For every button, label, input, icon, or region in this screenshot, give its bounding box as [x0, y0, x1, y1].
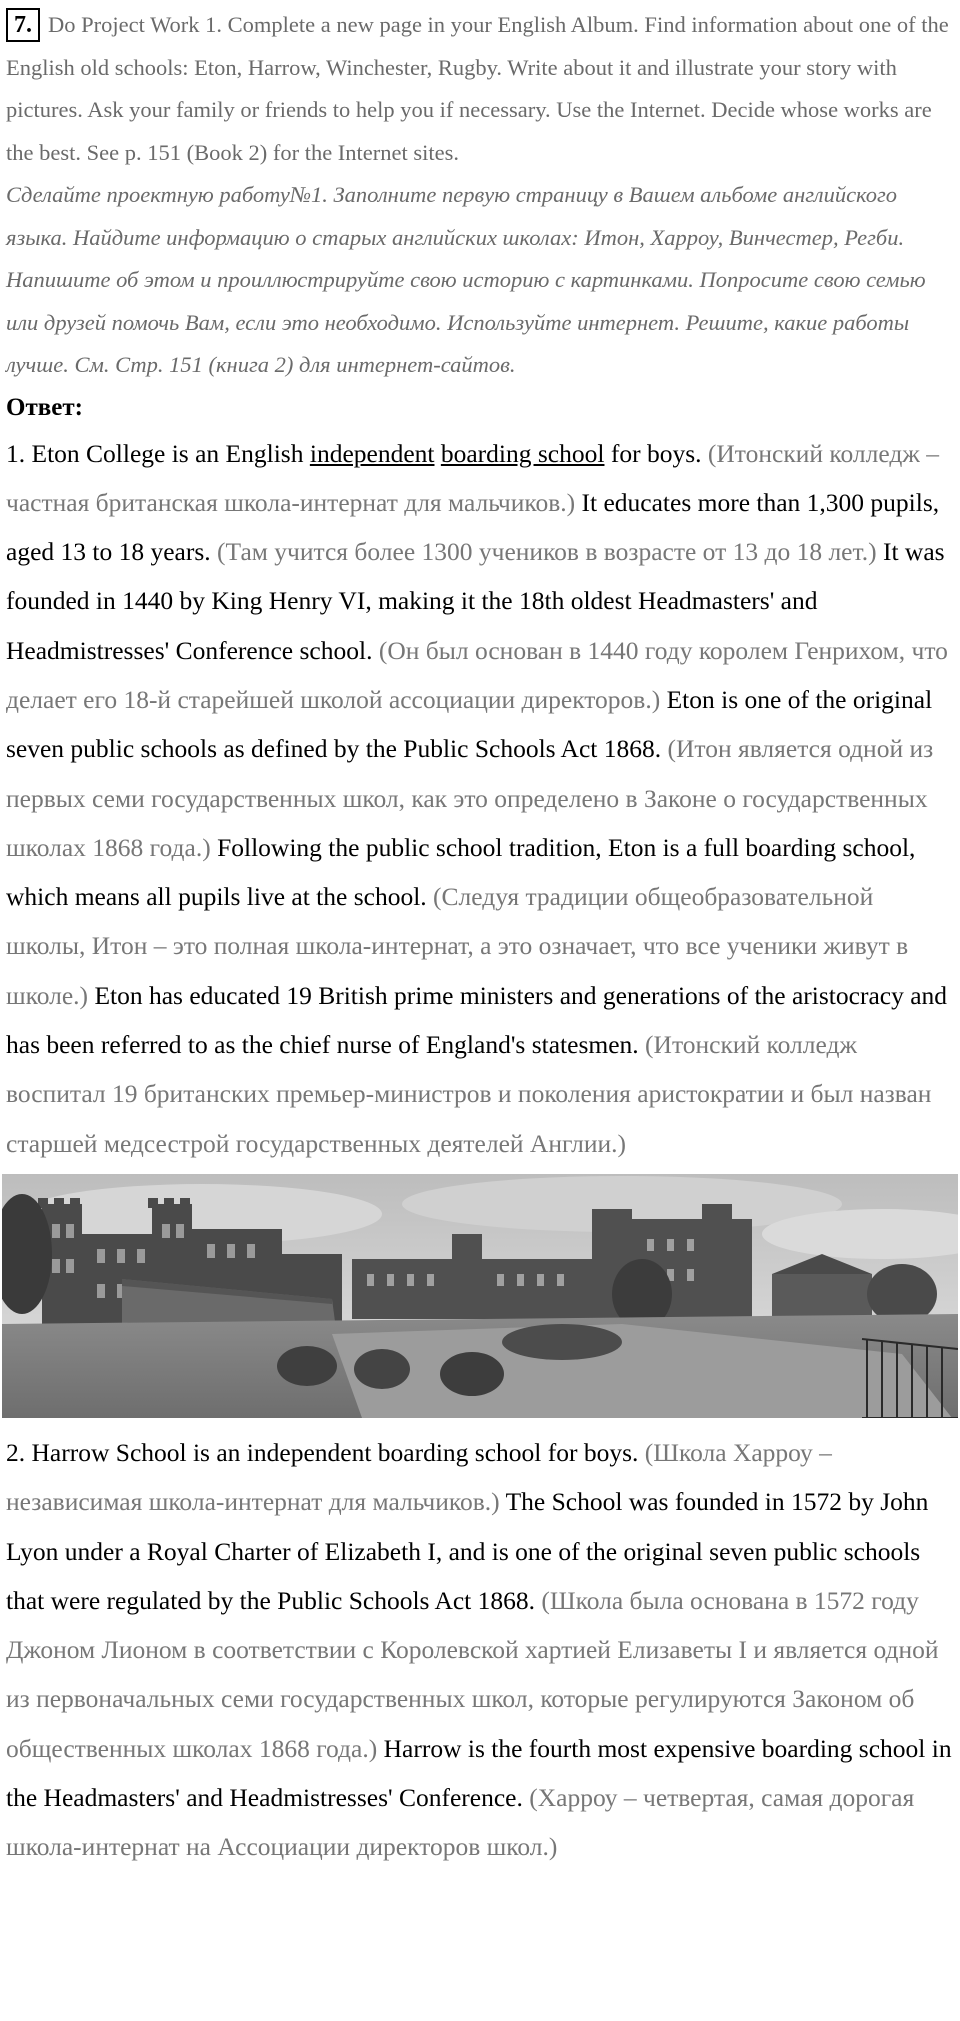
- eton-s5: Following the public school tradition, Eton is a full boarding school, which means all pupils live at the school.: [6, 832, 916, 912]
- eton-college-photo: [2, 1174, 958, 1418]
- eton-r6: (Итонский колледж воспитал 19 британских премьер-министров и поколения аристократии и был назван старшей медсестрой государственных деятелей Англии.): [6, 1030, 932, 1158]
- eton-s4: Eton is one of the original seven public schools as defined by the Public Schools Act 1868.: [6, 684, 933, 764]
- task-number: 7.: [6, 8, 40, 42]
- eton-r4: (Итон является одной из первых семи государственных школ, как это определено в Законе о государственных школах 1868 года.): [6, 734, 934, 862]
- eton-s1-pre: 1. Eton College is an English: [6, 438, 310, 468]
- harrow-paragraph: [6, 1428, 954, 1872]
- eton-r1: (Итонский колледж – частная британская школа-интернат для мальчиков.): [6, 438, 940, 517]
- harrow-s1: 2. Harrow School is an independent boarding school for boys.: [6, 1437, 639, 1467]
- eton-s1-underline-boarding-school: boarding school: [440, 438, 605, 468]
- eton-r5: (Следуя традиции общеобразовательной школы, Итон – это полная школа-интернат, а это означает, что все ученики живут в школе.): [6, 882, 909, 1010]
- harrow-r3: (Харроу – четвертая, самая дорогая школа-интернат на Ассоциации директоров школ.): [6, 1783, 915, 1862]
- eton-s1-post: for boys.: [604, 438, 702, 468]
- harrow-r1: (Школа Харроу – независимая школа-интернат для мальчиков.): [6, 1437, 832, 1517]
- harrow-s3: Harrow is the fourth most expensive boarding school in the Headmasters' and Headmistresses' Conference.: [6, 1733, 952, 1813]
- task-text-en: Do Project Work 1. Complete a new page in your English Album. Find information about one of the English old schools: Eton, Harrow, Winchester, Rugby. Write about it and illustrate your story with pictures. Ask your family or friends to help you if necessary. Use the Internet. Decide whose works are the best. See p. 151 (Book 2) for the Internet sites.: [6, 12, 949, 165]
- task-text-ru: Сделайте проектную работу№1. Заполните первую страницу в Вашем альбоме английского языка. Найдите информацию о старых английских школах: Итон, Харроу, Винчестер, Регби. Напишите об этом и проиллюстрируйте свою историю с картинками. Попросите свою семью или друзей помочь Вам, если это необходимо. Используйте интернет. Решите, какие работы лучше. См. Стр. 151 (книга 2) для интернет-сайтов.: [6, 182, 926, 377]
- harrow-r2: (Школа была основана в 1572 году Джоном Лионом в соответствии с Королевской хартией Елизаветы I и является одной из первоначальных семи государственных школ, которые регулируются Законом об общественных школах 1868 года.): [6, 1585, 939, 1763]
- eton-s3: It was founded in 1440 by King Henry VI, making it the 18th oldest Headmasters' and Headmistresses' Conference school.: [6, 537, 945, 665]
- eton-r2: (Там учится более 1300 учеников в возрасте от 13 до 18 лет.): [210, 537, 877, 567]
- eton-s2: It educates more than 1,300 pupils, aged 13 to 18 years.: [6, 487, 940, 567]
- task-instruction: [6, 4, 954, 174]
- eton-s1-underline-independent: independent: [309, 438, 435, 468]
- eton-r3: (Он был основан в 1440 году королем Генрихом, что делает его 18-й старейшей школой ассоциации директоров.): [6, 635, 948, 714]
- answer-label: Ответ:: [6, 393, 83, 421]
- harrow-s2: The School was founded in 1572 by John Lyon under a Royal Charter of Elizabeth I, and is one of the original seven public schools that were regulated by the Public Schools Act 1868.: [6, 1487, 929, 1615]
- eton-paragraph: [6, 429, 954, 1168]
- eton-s6: Eton has educated 19 British prime ministers and generations of the aristocracy and has been referred to as the chief nurse of England's statesmen.: [6, 980, 948, 1060]
